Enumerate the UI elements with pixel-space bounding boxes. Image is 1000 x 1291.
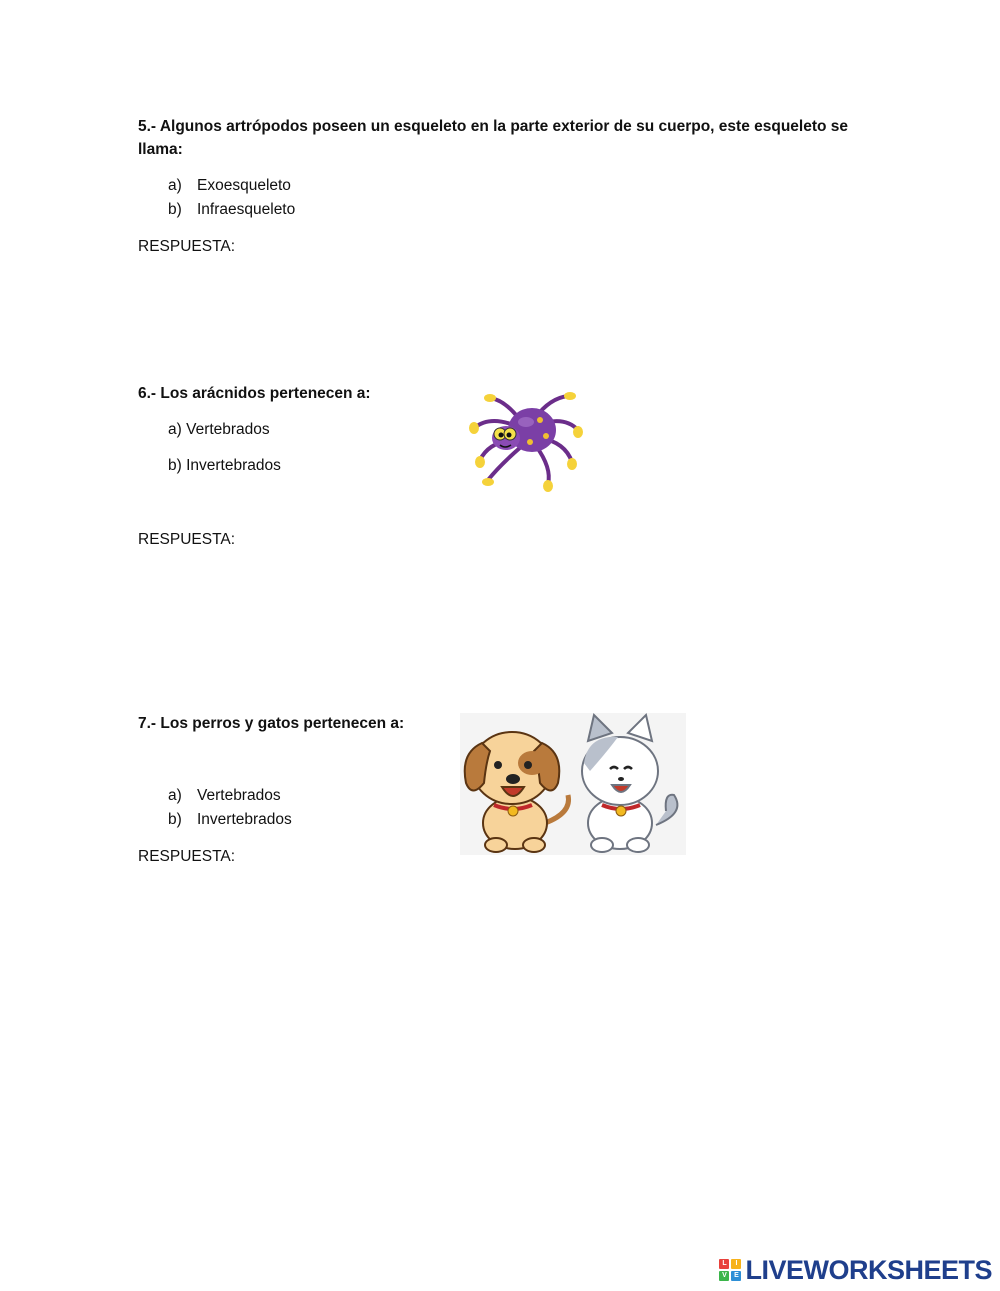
option-text: Exoesqueleto <box>197 177 291 194</box>
option-label: b) <box>168 201 182 218</box>
question-7-answer-label: RESPUESTA: <box>138 848 236 865</box>
question-5-answer-label: RESPUESTA: <box>138 238 236 255</box>
question-6-option-b[interactable]: b) Invertebrados <box>168 457 281 474</box>
question-5-title: 5.- Algunos artrópodos poseen un esqueleto en la parte exterior de su cuerpo, este esqueleto se llama: <box>138 118 849 158</box>
spider-illustration <box>460 380 592 496</box>
question-7-option-b[interactable] <box>168 810 292 830</box>
question-6-title: 6.- Los arácnidos pertenecen a: <box>138 385 371 402</box>
option-label: a) <box>168 787 182 804</box>
option-label: b) <box>168 811 182 828</box>
option-text: Infraesqueleto <box>197 201 296 218</box>
liveworksheets-logo <box>719 1255 992 1285</box>
logo-letter: I <box>731 1259 741 1269</box>
question-5-option-b[interactable] <box>168 200 295 220</box>
option-text: Vertebrados <box>197 787 281 804</box>
logo-squares-icon <box>719 1259 741 1281</box>
question-6-option-a[interactable]: a) Vertebrados <box>168 421 270 438</box>
option-text: Invertebrados <box>197 811 292 828</box>
question-7-title: 7.- Los perros y gatos pertenecen a: <box>138 715 405 732</box>
question-7-option-a[interactable] <box>168 786 281 806</box>
question-6-answer-label: RESPUESTA: <box>138 531 236 548</box>
dog-and-cat-illustration <box>460 713 686 855</box>
logo-letter: L <box>719 1259 729 1269</box>
logo-text: LIVEWORKSHEETS <box>745 1254 992 1285</box>
option-label: a) <box>168 177 182 194</box>
question-5-option-a[interactable] <box>168 176 291 196</box>
logo-letter: V <box>719 1271 729 1281</box>
logo-letter: E <box>731 1271 741 1281</box>
